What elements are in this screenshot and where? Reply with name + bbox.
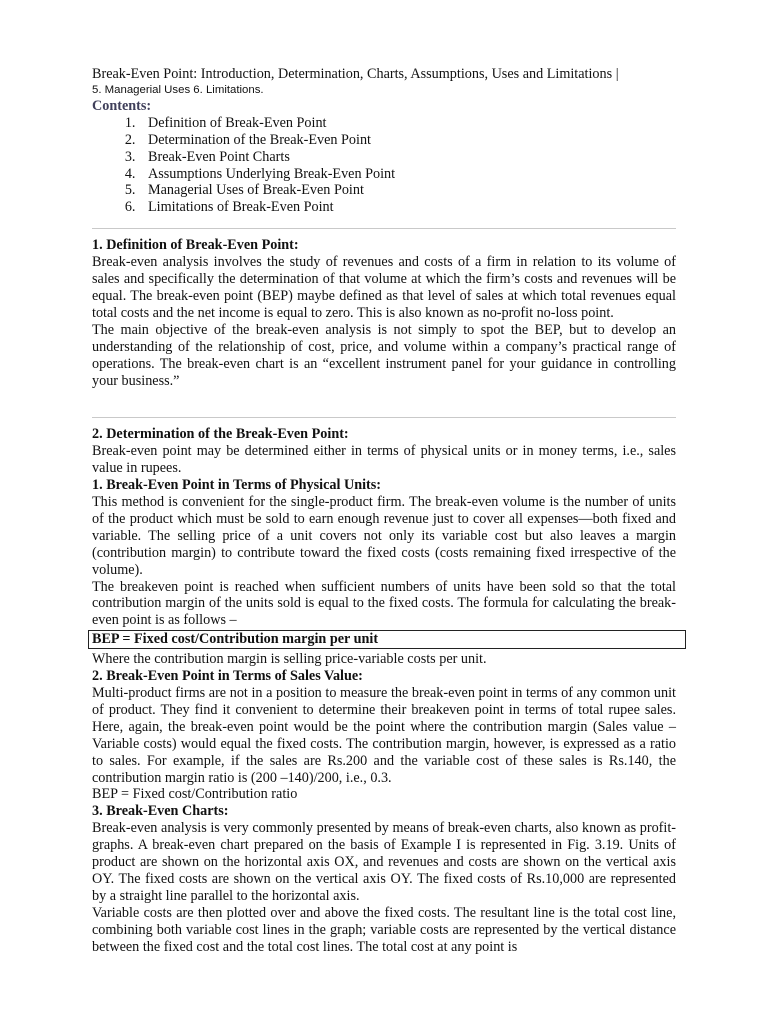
determination-intro: Break-even point may be determined either in terms of physical units or in money terms, i.e., sales value in rupees.: [92, 443, 676, 477]
charts-paragraph: Break-even analysis is very commonly presented by means of break-even charts, also known as profit-graphs. A break-even chart prepared on the basis of Example I is represented in Fig. 3.19. Units of product are shown on the horizontal axis OX, and revenues and costs are shown on the vertical axis OY. The fixed costs are shown on the vertical axis OY. The fixed costs of Rs.10,000 are represented by a straight line parallel to the horizontal axis.: [92, 820, 676, 904]
contents-heading: Contents:: [92, 97, 152, 114]
contents-item-limitations: 6. Limitations of Break-Even Point: [139, 199, 676, 216]
contribution-ratio-formula: BEP = Fixed cost/Contribution ratio: [92, 786, 298, 803]
divider: [92, 228, 676, 229]
contents-item-assumptions: 4. Assumptions Underlying Break-Even Point: [139, 166, 676, 183]
contents-item-charts: 3. Break-Even Point Charts: [139, 149, 676, 166]
section-heading-determination: 2. Determination of the Break-Even Point:: [92, 426, 349, 443]
physical-units-paragraph: This method is convenient for the single-product firm. The break-even volume is the number of units of the product which must be sold to earn enough revenue just to cover all expenses—both fixed and variable. The selling price of a unit covers not only its variable cost but also leaves a margin (contribution margin) to contribute toward the fixed costs (costs remaining fixed irrespective of the volume).: [92, 494, 676, 578]
objective-paragraph: The main objective of the break-even analysis is not simply to spot the BEP, but to develop an understanding of the relationship of cost, price, and volume within a company’s practical range of operations. The break-even chart is an “excellent instrument panel for your guidance in controlling your business.”: [92, 321, 676, 389]
section-heading-charts: 3. Break-Even Charts:: [92, 803, 229, 820]
contents-list: [92, 115, 676, 216]
variable-costs-paragraph: Variable costs are then plotted over and above the fixed costs. The resultant line is the total cost line, combining both variable cost lines in the graph; variable costs are represented by the vertical distance between the fixed cost and the total cost lines. The total cost at any point is: [92, 904, 676, 955]
contents-item-definition: 1. Definition of Break-Even Point: [139, 115, 676, 132]
document-title: Break-Even Point: Introduction, Determination, Charts, Assumptions, Uses and Limitations |: [92, 66, 619, 82]
formula-note: Where the contribution margin is selling price-variable costs per unit.: [92, 651, 487, 668]
contents-item-determination: 2. Determination of the Break-Even Point: [139, 132, 676, 149]
sales-value-paragraph: Multi-product firms are not in a position to measure the break-even point in terms of any common unit of product. They find it convenient to determine their breakeven point in terms of total rupee sales. Here, again, the break-even point would be the point where the contribution margin (Sales value – Variable costs) would equal the fixed costs. The contribution margin, however, is expressed as a ratio to sales. For example, if the sales are Rs.200 and the variable cost of these sales is Rs.140, the contribution margin ratio is (200 –140)/200, i.e., 0.3.: [92, 685, 676, 786]
breakeven-reached-paragraph: The breakeven point is reached when sufficient numbers of units have been sold so that the total contribution margin of the units sold is equal to the fixed costs. The formula for calculating the break-even point is as follows –: [92, 578, 676, 629]
contents-item-managerial-uses: 5. Managerial Uses of Break-Even Point: [139, 182, 676, 199]
section-heading-definition: 1. Definition of Break-Even Point:: [92, 237, 299, 254]
bep-formula-box: BEP = Fixed cost/Contribution margin per unit: [88, 630, 686, 649]
divider: [92, 417, 676, 418]
definition-paragraph: Break-even analysis involves the study of revenues and costs of a firm in relation to its volume of sales and specifically the determination of that volume at which the firm’s costs and revenues will be equal. The break-even point (BEP) maybe defined as that level of sales at which total revenues equal total costs and the net income is equal to zero. This is also known as no-profit no-loss point.: [92, 254, 676, 321]
subheading-physical-units: 1. Break-Even Point in Terms of Physical Units:: [92, 477, 382, 494]
subheading-sales-value: 2. Break-Even Point in Terms of Sales Value:: [92, 668, 363, 685]
document-subtitle: 5. Managerial Uses 6. Limitations.: [92, 83, 264, 96]
